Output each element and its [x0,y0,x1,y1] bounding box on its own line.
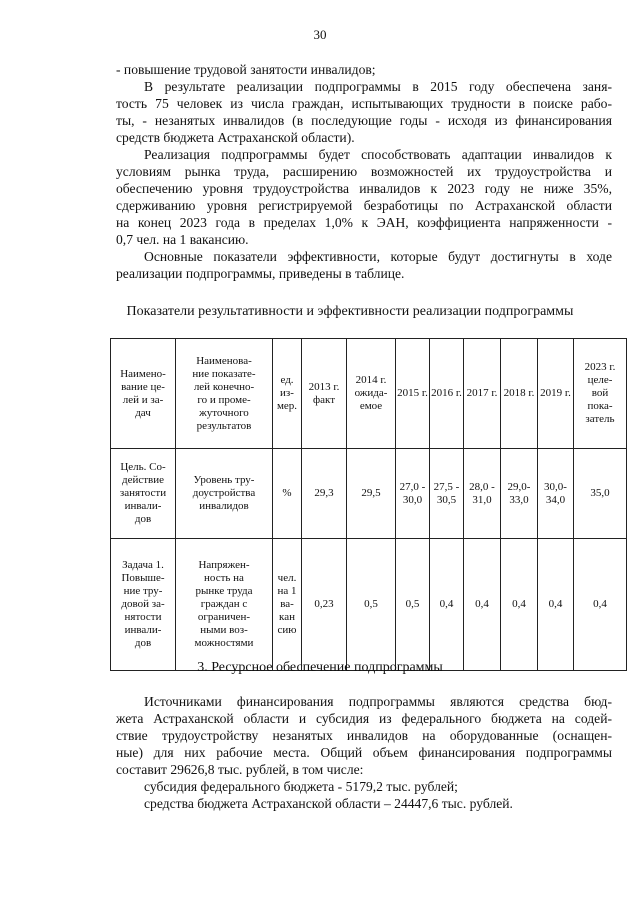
table-row [111,539,627,671]
table-cell [111,339,176,449]
paragraph-6 [116,778,612,795]
text-line: средства бюджета Астраханской области – 24447,6 тыс. рублей. [144,796,513,811]
cell-text: инвали- [124,500,162,512]
table-cell [501,449,538,539]
cell-text: дов [134,637,152,649]
cell-text: чел. [277,572,297,584]
table-cell [273,339,302,449]
cell-text: дач [135,406,151,419]
cell-text: лей конечно- [193,380,255,393]
cell-text: 2019 г. [540,387,571,399]
cell-text: 0,4 [439,598,454,610]
cell-text: Напряжен- [198,559,250,571]
cell-text: 27,0 - [399,480,426,493]
cell-text: из- [280,387,294,399]
cell-text: действие [121,474,165,486]
cell-text: 0,23 [314,598,334,610]
text-line: Источниками финансирования подпрограммы являются средства бюд- [144,694,612,709]
text-line: В результате реализации подпрограммы в 2015 году обеспечена заня- [144,79,612,94]
table-cell [396,339,430,449]
cell-text: 29,5 [361,487,381,499]
cell-text: ность на [204,572,244,584]
cell-text: % [282,487,292,499]
text-line: ные) для них рабочие места. Общий объем финансирования подпрограммы [116,745,612,760]
text-line: условиям рынка труда, расширению возможностей их трудоустройства и [116,164,612,179]
cell-text: ние тру- [123,585,163,597]
intro-text [116,61,612,282]
cell-text: вой [591,387,609,399]
cell-text: 2023 г. [584,361,616,373]
cell-text: вание це- [121,380,165,393]
cell-text: занятости [119,487,167,499]
table-cell [574,339,627,449]
paragraph-1 [116,61,612,78]
text-line: ствие трудоустройству незанятых инвалидов на оборудованные (оснащен- [116,728,612,743]
cell-text: сию [277,624,297,636]
section-title: 3. Ресурсное обеспечение подпрограммы [197,660,443,675]
table-cell [111,539,176,671]
cell-text: емое [359,400,383,412]
cell-text: 28,0 - [469,480,495,493]
cell-text: Уровень тру- [193,474,255,486]
cell-text: граждан с [200,598,248,610]
text-line: средств бюджета Астраханской области). [116,130,355,145]
table-cell [347,449,396,539]
cell-text: Наименова- [196,354,252,367]
cell-text: 35,0 [590,487,610,499]
cell-text: 0,4 [512,598,526,610]
cell-text: 0,4 [548,598,563,610]
table-cell [176,539,273,671]
cell-text: ными воз- [200,624,248,636]
table-cell [501,339,538,449]
cell-text: довой за- [121,598,165,610]
text-line: субсидия федерального бюджета - 5179,2 тыс. рублей; [144,779,458,794]
section-text [116,693,612,812]
cell-text: нятости [124,611,162,623]
table-cell [302,449,347,539]
cell-text: го и проме- [197,393,251,406]
table-header-row [111,339,627,449]
cell-text: ограничен- [197,611,251,623]
cell-text: можностями [194,637,254,649]
cell-text: 27,5 - [433,480,460,493]
cell-text: инвалидов [199,500,249,512]
table-cell [538,449,574,539]
cell-text: 0,5 [364,598,378,610]
text-line: составит 29626,8 тыс. рублей, в том числе: [116,762,364,777]
paragraph-7 [116,795,612,812]
cell-text: ожида- [354,387,388,399]
table-row [111,449,627,539]
table-cell [396,449,430,539]
cell-text: 0,4 [593,598,607,610]
indicators-table [110,338,627,671]
cell-text: 30,0- [544,480,567,493]
cell-text: 2013 г. [308,380,340,393]
cell-text: 0,5 [405,598,420,610]
cell-text: инвали- [124,624,162,636]
cell-text: 30,0 [402,493,423,506]
table-cell [430,539,464,671]
cell-text: 2018 г. [503,387,535,399]
cell-text: пока- [587,400,613,412]
cell-text: 29,3 [314,487,334,499]
cell-text: мер. [276,400,298,412]
text-line: - повышение трудовой занятости инвалидов; [116,62,376,77]
table-cell [176,449,273,539]
cell-text: ние показате- [192,367,256,380]
cell-text: жуточного [199,406,249,419]
cell-text: лей и за- [122,393,164,406]
table-cell [176,339,273,449]
paragraph-5 [116,693,612,778]
cell-text: 29,0- [507,480,531,493]
cell-text: целе- [587,374,613,386]
cell-text: Наимено- [120,367,166,380]
cell-text: Задача 1. [122,559,164,571]
cell-text: результатов [196,419,252,432]
paragraph-3 [116,146,612,248]
cell-text: доустройства [192,487,256,499]
table-cell [273,539,302,671]
cell-text: 34,0 [545,493,566,506]
cell-text: затель [585,413,615,425]
cell-text: ед. [280,374,294,386]
text-line: Реализация подпрограммы будет способствовать адаптации инвалидов к [144,147,612,162]
cell-text: Цель. Со- [120,461,166,473]
cell-text: рынке труда [195,585,253,597]
table-cell [574,449,627,539]
cell-text: дов [134,513,152,525]
table-cell [302,539,347,671]
table-caption: Показатели результативности и эффективности реализации подпрограммы [126,304,574,319]
cell-text: 30,5 [436,493,457,506]
table-cell [273,449,302,539]
table-cell [347,539,396,671]
text-line: на конец 2023 года в пределах 1,0% к ЭАН, коэффициента напряженности - [116,215,612,230]
cell-text: 2016 г. [431,387,462,399]
table-cell [464,539,501,671]
paragraph-4 [116,248,612,282]
table-cell [111,449,176,539]
table-cell [538,539,574,671]
table-cell [501,539,538,671]
paragraph-2 [116,78,612,146]
cell-text: 33,0 [509,493,529,506]
table-cell [574,539,627,671]
text-line: реализации подпрограммы, приведены в таблице. [116,266,405,281]
table-cell [430,449,464,539]
cell-text: 2014 г. [355,374,387,386]
text-line: тость 75 человек из числа граждан, испытывающих трудности в поиске рабо- [116,96,612,111]
table-cell [464,449,501,539]
cell-text: 2017 г. [466,387,498,399]
table-cell [396,539,430,671]
text-line: обеспечению уровня трудоустройства инвалидов к 2023 году не ниже 35%, [116,181,612,196]
cell-text: Повыше- [121,572,165,584]
cell-text: 0,4 [475,598,489,610]
table-cell [430,339,464,449]
text-line: 0,7 чел. на 1 вакансию. [116,232,249,247]
cell-text: на 1 [277,585,297,597]
page-number: 30 [313,27,327,42]
text-line: сдерживанию уровня регистрируемой безработицы по Астраханской области [116,198,612,213]
cell-text: 31,0 [472,493,492,506]
text-line: жета Астраханской области и субсидия из федерального бюджета на содей- [116,711,612,726]
cell-text: кан [279,611,295,623]
text-line: ты, - незанятых инвалидов (в последующие годы - исходя из финансирования [116,113,612,128]
table-cell [347,339,396,449]
cell-text: ва- [280,598,294,610]
cell-text: факт [312,393,336,406]
table-cell [538,339,574,449]
table-cell [302,339,347,449]
table-cell [464,339,501,449]
text-line: Основные показатели эффективности, которые будут достигнуты в ходе [144,249,612,264]
cell-text: 2015 г. [397,387,428,399]
